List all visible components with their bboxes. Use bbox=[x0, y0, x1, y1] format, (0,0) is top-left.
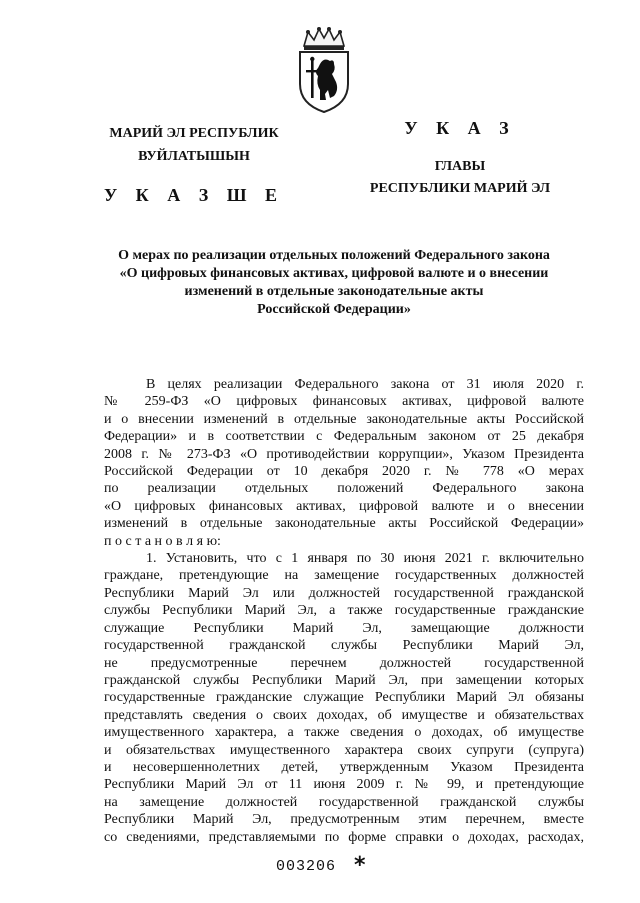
header-mari-line1: МАРИЙ ЭЛ РЕСПУБЛИК bbox=[109, 126, 279, 141]
header-mari-block bbox=[96, 122, 292, 207]
body-line: службы Республики Марий Эл, а также государственные гражданские bbox=[104, 603, 584, 619]
asterisk-mark-icon: * bbox=[354, 853, 366, 878]
body-line: изменений в отдельные законодательные акты Российской Федерации» bbox=[104, 516, 584, 532]
body-line: Республики Марий Эл от 11 июня 2009 г. № 99, и претендующие bbox=[104, 777, 584, 793]
document-serial-number: 003206 bbox=[276, 858, 337, 875]
body-line: государственной гражданской службы Республики Марий Эл, bbox=[104, 638, 584, 654]
header-mari-line2: ВУЙЛАТЫШЫН bbox=[138, 149, 250, 164]
body-line: представлять сведения о своих доходах, об имуществе и обязательствах bbox=[104, 707, 584, 723]
body-line-decree-verb: п о с т а н о в л я ю: bbox=[104, 533, 221, 549]
document-body bbox=[104, 376, 584, 846]
header-republic: РЕСПУБЛИКИ МАРИЙ ЭЛ bbox=[369, 181, 551, 196]
body-line: гражданской службы Республики Марий Эл, при замещении которых bbox=[104, 672, 584, 688]
body-line: и обязательствах имущественного характера своих супруги (супруга) bbox=[104, 742, 584, 758]
title-line: «О цифровых финансовых активах, цифровой валюте и о внесении bbox=[119, 266, 549, 281]
body-line: государственные гражданские служащие Республики Марий Эл обязаны bbox=[104, 690, 584, 706]
document-title bbox=[100, 247, 568, 319]
body-line: на замещение должностей государственной гражданской службы bbox=[104, 794, 584, 810]
body-line: и о внесении изменений в отдельные законодательные акты Российской bbox=[104, 411, 584, 427]
body-line: Республики Марий Эл, предусмотренным этим перечнем, вместе bbox=[104, 812, 584, 828]
body-line: В целях реализации Федерального закона от 31 июля 2020 г. bbox=[146, 377, 584, 392]
body-line: 2008 г. № 273-ФЗ «О противодействии коррупции», Указом Президента bbox=[104, 446, 584, 462]
body-line: со сведениями, представляемыми по форме справки о доходах, расходах, bbox=[104, 829, 584, 845]
body-line: Российской Федерации от 10 декабря 2020 г. № 778 «О мерах bbox=[104, 464, 584, 480]
body-line: и несовершеннолетних детей, утвержденным Указом Президента bbox=[104, 759, 584, 775]
header-glavy: ГЛАВЫ bbox=[434, 159, 486, 174]
body-line: не предусмотренные перечнем должностей государственной bbox=[104, 655, 584, 671]
title-line: Российской Федерации» bbox=[257, 302, 411, 317]
body-line: имущественного характера, а также сведения о доходах, об имуществе bbox=[104, 725, 584, 741]
body-line: служащие Республики Марий Эл, замещающие должности bbox=[104, 620, 584, 636]
body-line: по реализации отдельных положений Федерального закона bbox=[104, 481, 584, 497]
body-line: № 259-ФЗ «О цифровых финансовых активах, цифровой валюте bbox=[104, 394, 584, 410]
body-line: Федерации» и в соответствии с Федеральным законом от 25 декабря bbox=[104, 429, 584, 445]
body-line: Республики Марий Эл или должностей государственной гражданской bbox=[104, 585, 584, 601]
header-ukaz: У К А З bbox=[404, 118, 516, 138]
header-russian-block bbox=[350, 118, 570, 197]
header-mari-ukazshe: У К А З Ш Е bbox=[103, 185, 285, 205]
body-line: граждане, претендующие на замещение государственных должностей bbox=[104, 568, 584, 584]
title-line: О мерах по реализации отдельных положений Федерального закона bbox=[118, 248, 550, 263]
body-line: 1. Установить, что с 1 января по 30 июня 2021 г. включительно bbox=[146, 551, 584, 567]
coat-of-arms-emblem-icon bbox=[292, 26, 356, 114]
body-line: «О цифровых финансовых активах, цифровой валюте и о внесении bbox=[104, 498, 584, 514]
title-line: изменений в отдельные законодательные акты bbox=[184, 284, 484, 299]
